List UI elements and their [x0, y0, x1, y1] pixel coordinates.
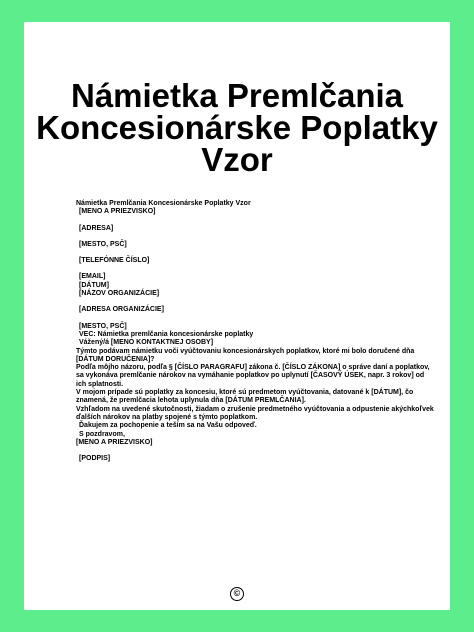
signature-name: [MENO A PRIEZVISKO]: [76, 438, 153, 446]
letter-thanks: Ďakujem za pochopenie a teším sa na Vašu odpoveď.: [79, 422, 257, 430]
sender-name: [MENO A PRIEZVISKO]: [79, 208, 156, 216]
sender-email: [EMAIL]: [79, 273, 106, 281]
title-line: Koncesionárske Poplatky: [36, 109, 438, 146]
paragraph-line: Podľa môjho názoru, podľa § [ČÍSLO PARAGRAFU] zákona č. [ČÍSLO ZÁKONA] o správe daní a poplatkov,: [76, 364, 430, 372]
letter-heading: Námietka Premlčania Koncesionárske Poplatky Vzor: [76, 200, 251, 207]
paragraph-line: V mojom prípade sú poplatky za koncesiu, ktoré sú predmetom vyúčtovania, datované k [DÁTUM], čo: [76, 389, 414, 397]
paragraph-line: sa vykonáva premlčanie nárokov na vymáhanie poplatkov po uplynutí [ČASOVÝ ÚSEK, napr. 3 rokov] od: [76, 372, 425, 380]
paragraph-line: [DÁTUM DORUČENIA]?: [76, 355, 155, 363]
letter-subject: VEC: Námietka premlčania koncesionárske poplatky: [79, 330, 254, 338]
letter-body: [76, 200, 434, 463]
document-page: [24, 22, 450, 610]
title-line: Vzor: [201, 141, 273, 178]
signature-placeholder: [PODPIS]: [79, 455, 111, 463]
sender-city: [MESTO, PSČ]: [79, 240, 127, 248]
letter-salutation: Vážený/á [MENO KONTAKTNEJ OSOBY]: [79, 339, 214, 347]
recipient-org-name: [NÁZOV ORGANIZÁCIE]: [79, 290, 160, 298]
paragraph-line: Týmto podávam námietku voči vyúčtovaniu koncesionárskych poplatkov, ktoré mi bolo doručené dňa: [76, 347, 415, 355]
copyright-icon: ©: [230, 587, 244, 601]
letter-closing: S pozdravom,: [79, 430, 125, 438]
paragraph-line: ďalších nárokov na platby spojené s týmto poplatkom.: [76, 413, 258, 421]
page-title: [24, 77, 450, 178]
paragraph-line: Vzhľadom na uvedené skutočnosti, žiadam o zrušenie predmetného vyúčtovania a odpustenie akýchkoľvek: [76, 405, 434, 413]
letter-date: [DÁTUM]: [79, 281, 109, 289]
title-line: Námietka Premlčania: [70, 77, 403, 114]
sender-address: [ADRESA]: [79, 224, 114, 232]
paragraph-line: ich splatnosti.: [76, 380, 124, 388]
recipient-city: [MESTO, PSČ]: [79, 322, 127, 330]
sender-phone: [TELEFÓNNE ČÍSLO]: [79, 257, 150, 265]
recipient-org-address: [ADRESA ORGANIZÁCIE]: [79, 306, 164, 314]
paragraph-line: znamená, že premlčacia lehota uplynula dňa [DÁTUM PREMLČANIA].: [76, 397, 306, 405]
